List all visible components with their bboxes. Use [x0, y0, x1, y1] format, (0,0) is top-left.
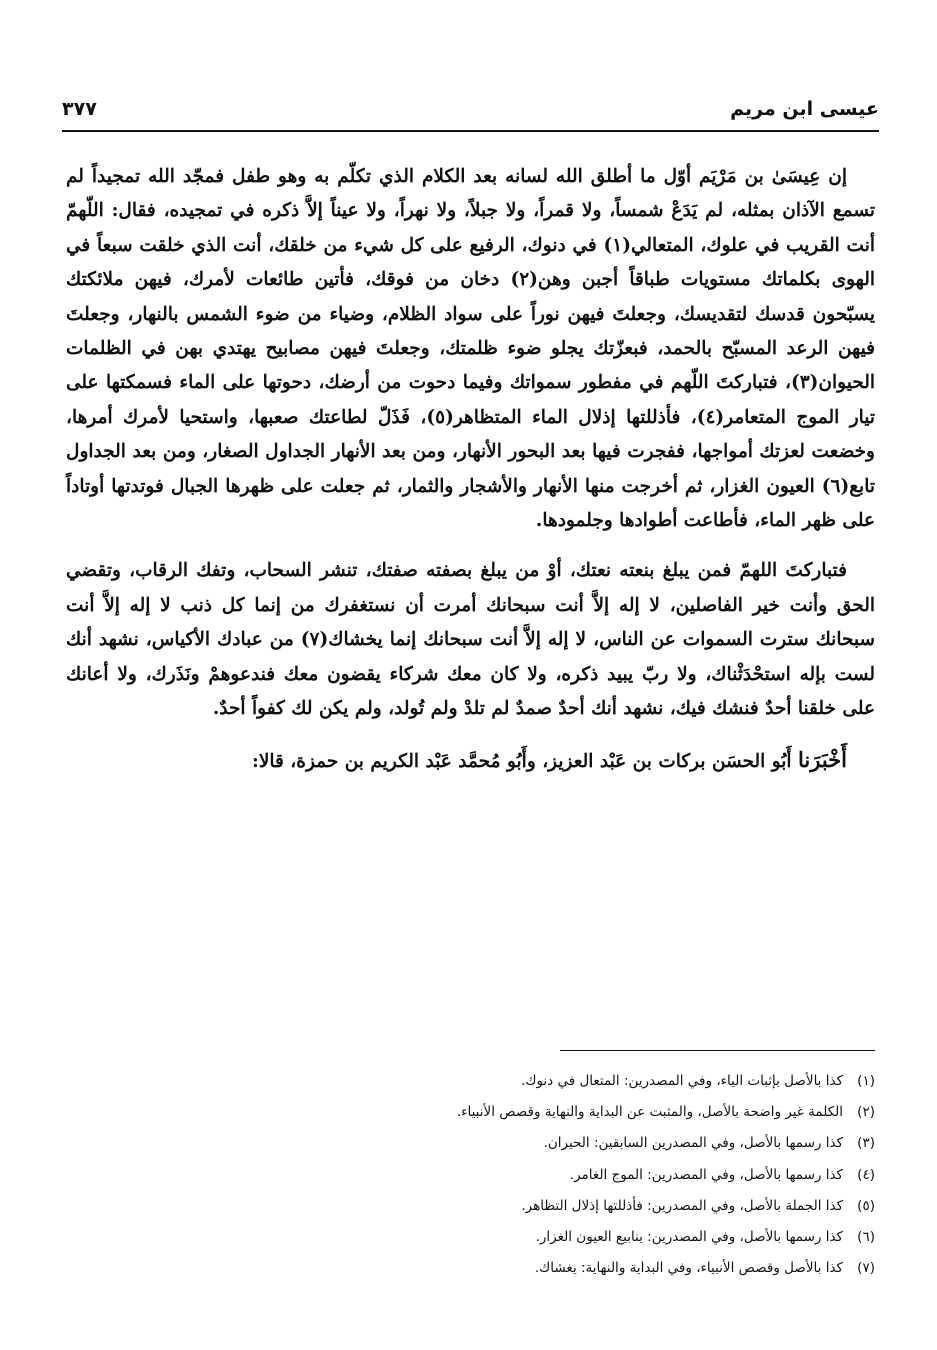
- footnote-7: [200, 1253, 875, 1284]
- isnad-lead-word: أَخْبَرَنا: [798, 746, 847, 772]
- footnote-separator: [560, 1050, 875, 1051]
- footnote-text: الكلمة غير واضحة بالأصل، والمثبت عن البداية والنهاية وقصص الأنبياء.: [456, 1104, 843, 1121]
- footnote-number: (٤): [857, 1166, 875, 1183]
- footnotes: [200, 1066, 875, 1284]
- isnad-text: أَبُو الحسَن بركات بن عَبْد العزيز، وأَبُو مُحمَّد عَبْد الكريم بن حمزة، قالا:: [251, 750, 799, 772]
- running-title: عيسى ابن مريم: [730, 98, 879, 120]
- footnote-2: [200, 1097, 875, 1128]
- footnote-text: كذا بالأصل بإثبات الياء، وفي المصدرين: المتعال في دنوك.: [521, 1073, 843, 1089]
- footnote-number: (٥): [857, 1197, 875, 1214]
- page-number: ٣٧٧: [62, 98, 97, 120]
- footnote-4: [200, 1160, 875, 1191]
- isnad-paragraph: [66, 743, 875, 779]
- footnote-text: كذا الجملة بالأصل، وفي المصدرين: فأذللتها إذلال التظاهر.: [521, 1197, 843, 1214]
- footnote-text: كذا رسمها بالأصل، وفي المصدرين: الموج الغامر.: [569, 1166, 843, 1183]
- footnote-5: [200, 1191, 875, 1222]
- footnote-text: كذا بالأصل وقصص الأنبياء، وفي البداية والنهاية: يغشاك.: [534, 1260, 843, 1277]
- footnote-number: (٣): [857, 1135, 875, 1152]
- paragraph-1: إن عِيسَىٰ بن مَرْيَم أوّل ما أطلق الله لسانه بعد الكلام الذي تكلّم به وهو طفل فمجّد الله تمجيداً لم تسمع الآذان بمثله، لم يَدَعْ شمساً، ولا قمراً، ولا جبلاً، ولا نهراً، ولا عيناً إلاَّ ذكره في تمجيده، فقال: اللّهمّ أنت القريب في علوك، المتعالي(١) في دنوك، الرفيع على كل شيء من خلقك، أنت الذي خلقت سبعاً في الهوى بكلماتك مستويات طباقاً أجبن وهن(٢) دخان من فوقك، فأتين طائعات لأمرك، فيهن ملائكتك يسبّحون قدسك لتقديسك، وجعلتَ فيهن نوراً على سواد الظلام، وضياء من ضوء الشمس بالنهار، وجعلتَ فيهن الرعد المسبّح بالحمد، فبعزّتك يجلو ضوء ظلمتك، وجعلتَ فيهن مصابيح يهتدي بهن في الظلمات الحيوان(٣)، فتباركتَ اللّهم في مفطور سمواتك وفيما دحوت من أرضك، دحوتها على الماء فسمكتها على تيار الموج المتعامر(٤)، فأذللتها إذلال الماء المتظاهر(٥)، فَذَلّ لطاعتك صعبها، واستحيا لأمرك أمرها، وخضعت لعزتك أمواجها، ففجرت فيها بعد البحور الأنهار، ومن بعد الأنهار الجداول الصغار، ومن بعد الجداول تابع(٦) العيون الغزار، ثم أخرجت منها الأنهار والأشجار والثمار، ثم جعلت على ظهرها الجبال فوتدتها أوتاداً على ظهر الماء، فأطاعت أطوادها وجلمودها.: [66, 166, 876, 532]
- footnote-number: (٢): [857, 1104, 875, 1121]
- page-header: [62, 96, 879, 132]
- footnote-text: كذا رسمها بالأصل، وفي المصدرين: ينابيع العيون الغزار.: [535, 1229, 843, 1246]
- footnote-number: (٧): [857, 1260, 875, 1277]
- main-text: [66, 160, 875, 779]
- footnote-1: [200, 1066, 875, 1097]
- paragraph-2: فتباركتَ اللهمّ فمن يبلغ بنعته نعتك، أوْ من يبلغ بصفته صفتك، تنشر السحاب، وتفك الرقاب، وتقضي الحق وأنت خير الفاصلين، لا إله إلاَّ أنت سبحانك أمرت أن نستغفرك من إنما كل ذنب لا إله إلاَّ أنت سبحانك سترت السموات عن الناس، لا إله إلاَّ أنت سبحانك إنما يخشاك(٧) من عبادك الأكياس، نشهد أنك لست بإله استحْدَثْناك، ولا ربّ يبيد ذكره، ولا كان معك شركاء يقضون معك فندعوهمْ ونَذَرك، ولا أعانك على خلقنا أحدٌ فنشك فيك، نشهد أنك أحدٌ صمدٌ لم تلدْ ولم تُولد، ولم يكن لك كفواً أحدٌ.: [66, 560, 875, 720]
- footnote-number: (١): [857, 1073, 875, 1089]
- footnote-6: [200, 1222, 875, 1253]
- footnote-number: (٦): [857, 1229, 875, 1246]
- footnote-text: كذا رسمها بالأصل، وفي المصدرين السابقين: الحيران.: [543, 1135, 843, 1152]
- footnote-3: [200, 1128, 875, 1159]
